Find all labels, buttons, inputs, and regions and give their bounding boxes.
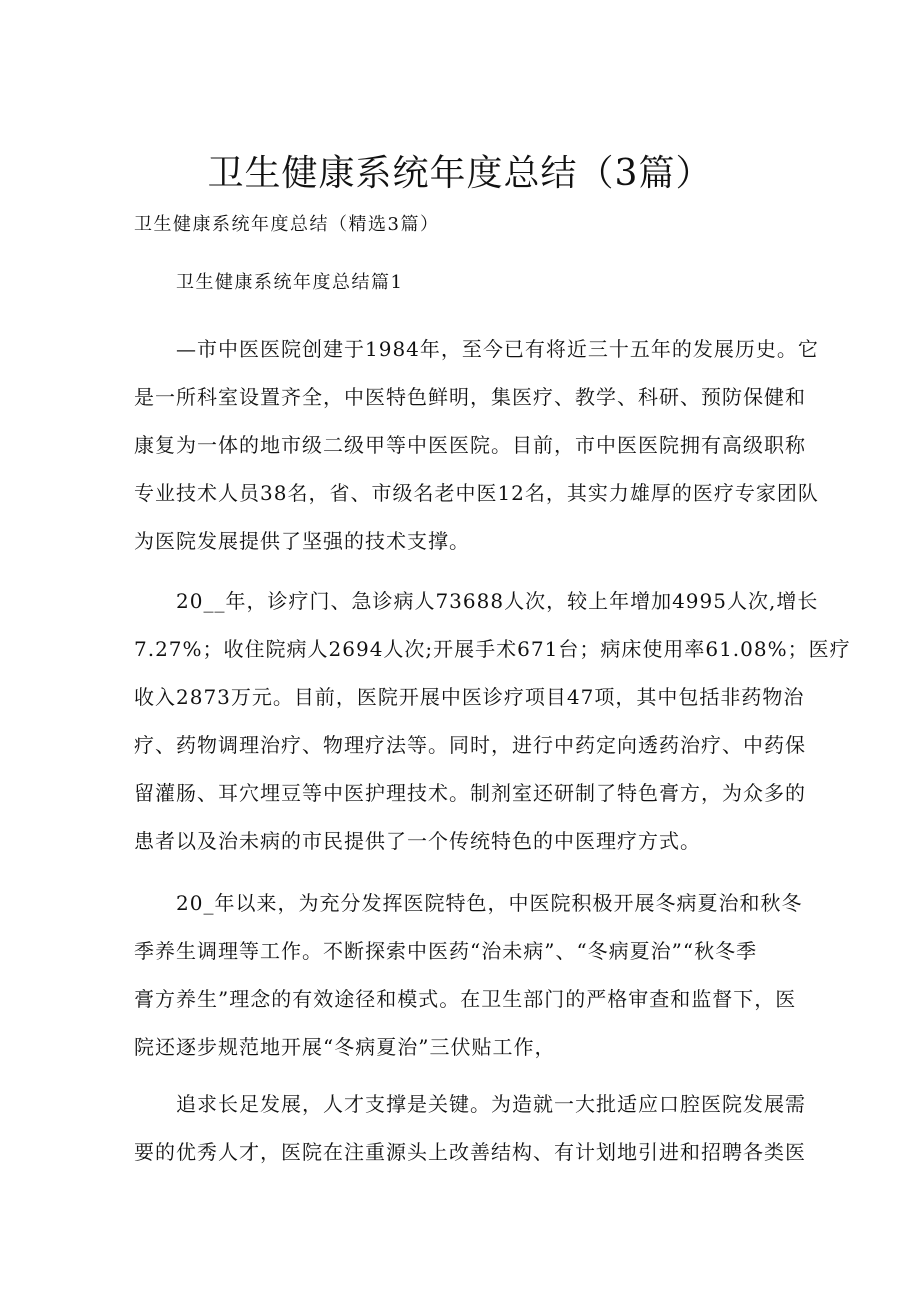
paragraph-line: 季养生调理等工作。不断探索中医药“治未病”、“冬病夏治”“秋冬季 [134,939,758,963]
document-title: 卫生健康系统年度总结（3篇） [207,153,713,194]
paragraph-line: 收入2873万元。目前，医院开展中医诊疗项目47项，其中包括非药物治 [134,685,805,709]
section-heading: 卫生健康系统年度总结篇1 [176,272,404,293]
paragraph-line: —市中医医院创建于1984年，至今已有将近三十五年的发展历史。它 [176,337,819,361]
paragraph-line: 院还逐步规范地开展“冬病夏治”三伏贴工作， [134,1035,556,1059]
paragraph-line: 患者以及治未病的市民提供了一个传统特色的中医理疗方式。 [134,829,701,853]
paragraph-line: 康复为一体的地市级二级甲等中医医院。目前，市中医医院拥有高级职称 [134,433,806,457]
document-subtitle: 卫生健康系统年度总结（精选3篇） [134,214,440,235]
paragraph-line: 膏方养生”理念的有效途径和模式。在卫生部门的严格审查和监督下，医 [134,987,797,1011]
paragraph-line: 留灌肠、耳穴埋豆等中医护理技术。制剂室还研制了特色膏方，为众多的 [134,781,806,805]
paragraph-line: 要的优秀人才，医院在注重源头上改善结构、有计划地引进和招聘各类医 [134,1140,806,1164]
paragraph-line: 疗、药物调理治疗、物理疗法等。同时，进行中药定向透药治疗、中药保 [134,733,806,757]
paragraph-line: 追求长足发展，人才支撑是关键。为造就一大批适应口腔医院发展需 [176,1092,806,1116]
paragraph-line: 为医院发展提供了坚强的技术支撑。 [134,529,470,553]
paragraph-line: 20_年以来，为充分发挥医院特色，中医院积极开展冬病夏治和秋冬 [176,891,803,915]
paragraph-line: 是一所科室设置齐全，中医特色鲜明，集医疗、教学、科研、预防保健和 [134,385,806,409]
paragraph-line: 专业技术人员38名，省、市级名老中医12名，其实力雄厚的医疗专家团队 [134,481,819,505]
paragraph-line: 20__年，诊疗门、急诊病人73688人次，较上年增加4995人次,增长 [176,589,819,613]
paragraph-line: 7.27%；收住院病人2694人次;开展手术671台；病床使用率61.08%；医疗 [134,637,851,661]
